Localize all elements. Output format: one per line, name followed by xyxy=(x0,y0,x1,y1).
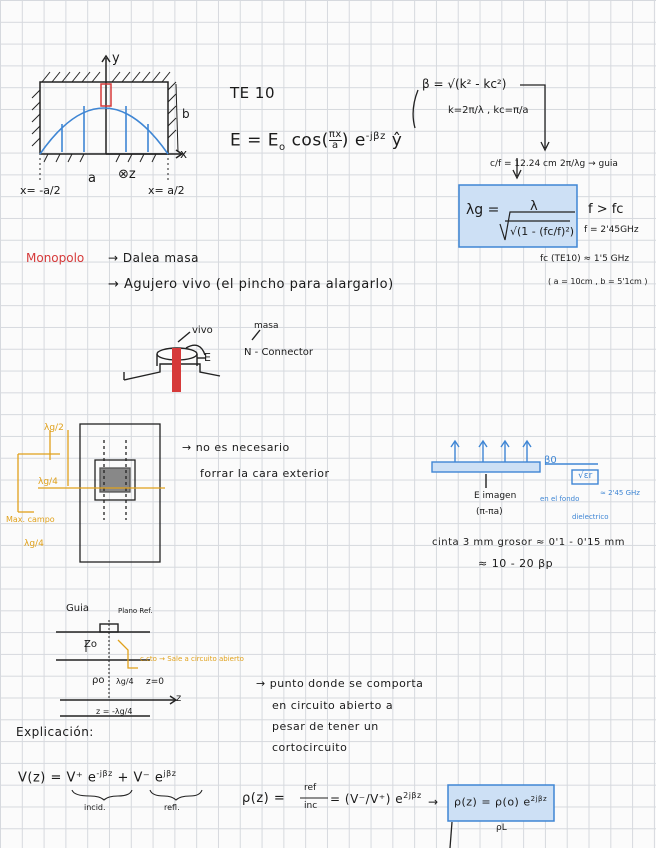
rho-eq-exp: e xyxy=(395,792,404,806)
dielectric-diagram xyxy=(432,441,598,488)
slot-dimensions xyxy=(18,430,165,512)
z-axis-label: ⊗z xyxy=(118,167,136,182)
field-eq-cos: cos( xyxy=(291,130,329,151)
frequency-condition: f > fc xyxy=(588,202,624,217)
probe-right-note-2: ≈ 2'45 GHz xyxy=(600,489,640,497)
explicacion-heading: Explicación: xyxy=(16,725,94,739)
rho-eq-den: inc xyxy=(304,801,318,811)
waveguide-diagram xyxy=(32,56,182,180)
rho-box-text xyxy=(454,796,547,808)
field-eq-prefix: E = E xyxy=(230,130,280,151)
guide-note-4: cortocircuito xyxy=(272,741,348,754)
rho-eq-ratio-value: (V⁻/V⁺) xyxy=(344,792,391,806)
frequency-value: f = 2'45GHz xyxy=(584,225,639,235)
x-right-limit: x= a/2 xyxy=(148,184,185,197)
v-eq-plus: + xyxy=(117,770,129,786)
v-eq-term2-exp: jβz xyxy=(163,769,177,778)
guide-orange-note: c.cto → Sale a circuito abierto xyxy=(140,655,244,663)
slot-lambda-4-b: λg/4 xyxy=(24,539,44,549)
field-eq-frac-num: πx xyxy=(328,129,342,140)
lambda-g-numerator: λ xyxy=(530,199,538,214)
connector-diagram xyxy=(124,330,260,380)
k-definitions: k=2π/λ , kc=π/a xyxy=(448,105,529,116)
rho-eq-num: ref xyxy=(304,783,317,793)
guide-note-1: → punto donde se comporta xyxy=(256,677,424,690)
rho-box-main: ρ(z) = ρ(o) e xyxy=(454,795,531,809)
b-dim-label: b xyxy=(182,107,190,121)
v-equation xyxy=(18,770,176,784)
rho-eq-lhs: ρ(z) = xyxy=(242,791,286,806)
cutoff-note: fc (TE10) ≈ 1'5 GHz xyxy=(540,254,630,264)
rho-arrow: → xyxy=(428,795,439,809)
v-eq-reflected: refl. xyxy=(164,803,180,812)
guide-diagram xyxy=(56,620,176,716)
v-eq-lhs: V(z) = xyxy=(18,770,62,786)
mode-title: TE 10 xyxy=(230,84,275,102)
field-eq-exp-sup: -jβz xyxy=(365,130,386,142)
rho-eq-ratio xyxy=(330,792,422,805)
field-eq-frac-den: a xyxy=(331,140,339,151)
rho-eq-exp-sup: 2jβz xyxy=(403,791,422,800)
field-eq-exp-base: e xyxy=(354,130,366,151)
beta-equation: β = √(k² - kc²) xyxy=(422,77,507,91)
field-eq-frac xyxy=(329,130,342,151)
lambda-guide-note: 2π/λg → guia xyxy=(560,159,618,169)
guide-dimensions: ( a = 10cm , b = 5'1cm ) xyxy=(548,277,648,286)
slot-note-1: → no es necesario xyxy=(182,441,290,454)
guide-z-bottom: z = -λg/4 xyxy=(96,707,133,716)
slot-lambda-4: λg/4 xyxy=(38,477,58,487)
a-dim-label: a xyxy=(88,171,96,186)
monopole-line-1: → Dalea masa xyxy=(108,251,199,265)
slot-diagram xyxy=(80,424,160,562)
field-curve xyxy=(40,106,168,154)
guide-plano-label: Plano Ref. xyxy=(118,607,153,615)
monopole-line-2: → Agujero vivo (el pincho para alargarlo) xyxy=(108,277,394,292)
probe-bottom-note: dielectrico xyxy=(572,513,609,521)
equation-braces xyxy=(72,790,328,800)
monopole-label: Monopolo xyxy=(26,251,85,265)
probe-left-note: en el fondo xyxy=(540,495,580,503)
rho-box-sup: 2jβz xyxy=(530,795,548,803)
lambda-g-lhs: λg = xyxy=(466,202,500,218)
slot-lambda-2: λg/2 xyxy=(44,423,64,433)
thickness-note-1: cinta 3 mm grosor ≈ 0'1 - 0'15 mm xyxy=(432,537,626,548)
lambda-ratio-note: c/f = 12.24 cm xyxy=(490,159,557,169)
v-eq-term2: V⁻ e xyxy=(133,770,164,786)
guide-note-3: pesar de tener un xyxy=(272,720,379,733)
guide-rho-label: ρo xyxy=(92,675,105,686)
field-eq-sub: o xyxy=(279,141,286,153)
x-left-limit: x= -a/2 xyxy=(20,184,61,197)
v-eq-term1: V⁺ e xyxy=(66,770,97,786)
slot-max-label: Max. campo xyxy=(6,515,55,524)
lambda-g-denominator: √(1 - (fc/f)²) xyxy=(510,225,575,238)
guide-z-label: z xyxy=(176,693,182,704)
field-equation xyxy=(230,130,402,153)
field-eq-close: ) xyxy=(341,130,349,151)
probe-e-imagen: E imagen xyxy=(474,491,517,501)
connector-masa-label: masa xyxy=(254,321,279,331)
probe-e-sub: (π-πa) xyxy=(476,507,503,517)
v-eq-term1-exp: -jβz xyxy=(96,769,113,778)
field-eq-unit-vector: ŷ xyxy=(391,130,403,151)
rho-box-below: ρL xyxy=(496,823,507,833)
guide-zo-label: Zo xyxy=(84,639,97,650)
guide-z0-label: z=0 xyxy=(146,677,164,687)
slot-note-2: forrar la cara exterior xyxy=(200,467,330,480)
y-axis-label: y xyxy=(112,51,120,66)
connector-n-label: N - Connector xyxy=(244,347,314,358)
probe-right-note: √εr xyxy=(578,471,593,481)
guide-guia-label: Guia xyxy=(66,603,89,614)
v-eq-incident: incid. xyxy=(84,803,106,812)
x-axis-label: x xyxy=(180,147,188,161)
probe-beta0: β0 xyxy=(544,455,557,466)
connector-vivo-label: vivo xyxy=(192,325,213,336)
guide-lambda-4: λg/4 xyxy=(116,677,134,686)
thickness-note-2: ≈ 10 - 20 βp xyxy=(478,557,554,570)
connector-pin xyxy=(172,348,181,392)
guide-note-2: en circuito abierto a xyxy=(272,699,394,712)
connector-e-label: E xyxy=(204,351,211,364)
rho-eq-equals: = xyxy=(330,792,341,806)
